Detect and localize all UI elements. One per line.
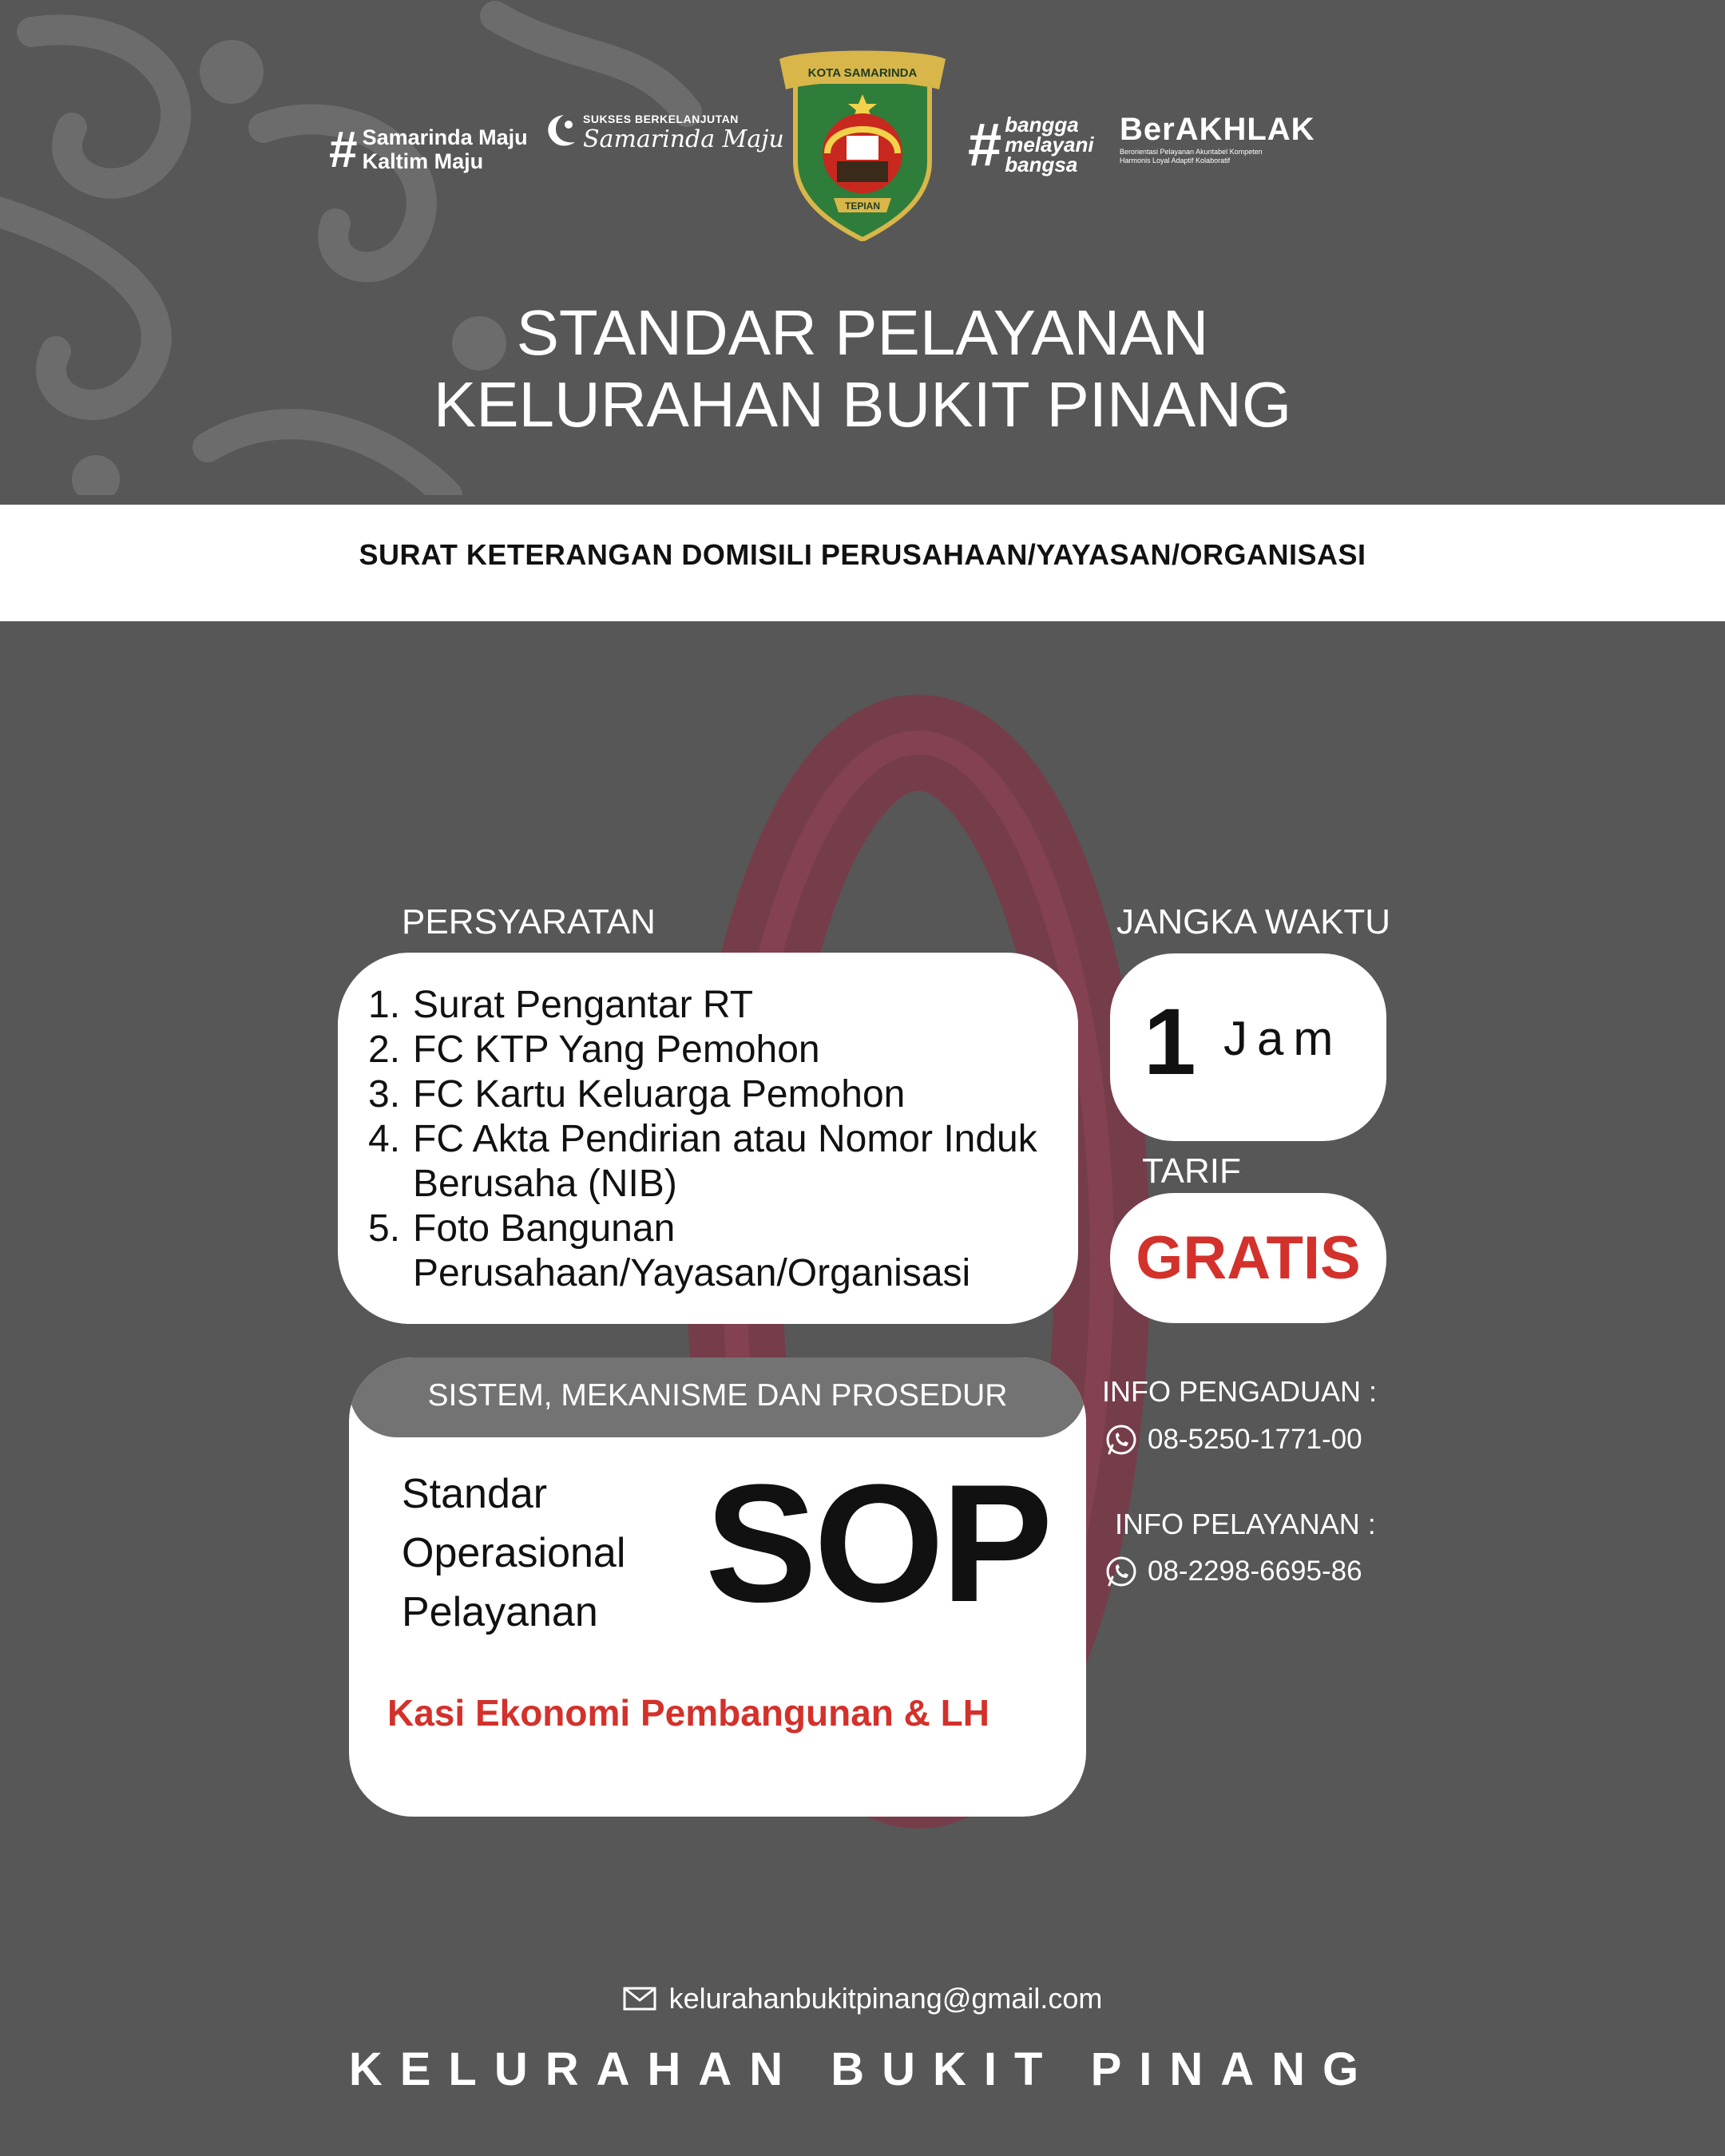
procedure-header-text: SISTEM, MEKANISME DAN PROSEDUR [427,1378,1008,1413]
list-item [368,1117,1052,1207]
list-item [368,1072,1052,1117]
berakhlak-wordmark: BerAKHLAK [1120,112,1315,147]
responsible-unit: Kasi Ekonomi Pembangunan & LH [387,1692,989,1734]
item-text: FC KTP Yang Pemohon [413,1028,820,1071]
procedure-desc-line-2: Operasional [402,1530,626,1576]
duration-value: 1 [1144,989,1196,1095]
item-text: FC Akta Pendirian atau Nomor Induk Berusaha (NIB) [413,1118,1037,1205]
hashtag-symbol: # [968,111,1002,179]
requirements-card [338,953,1078,1324]
email-address: kelurahanbukitpinang@gmail.com [668,1982,1103,2015]
list-item [368,1028,1052,1072]
berakhlak-subtitle-1: Berorientasi Pelayanan Akuntabel Kompeten [1120,148,1263,156]
tag-line-2: Kaltim Maju [362,149,484,173]
procedure-desc-line-1: Standar [402,1471,548,1517]
service-name: SURAT KETERANGAN DOMISILI PERUSAHAAN/YAYASAN/ORGANISASI [359,538,1366,571]
tariff-label: TARIF [1142,1151,1241,1191]
item-number: 5. [368,1207,401,1250]
bangga-line-3: bangsa [1005,153,1078,176]
item-number: 3. [368,1073,401,1116]
requirements-label: PERSYARATAN [402,902,656,941]
service-phone: 08-2298-6695-86 [1148,1556,1362,1587]
item-text: Foto Bangunan Perusahaan/Yayasan/Organisasi [413,1207,971,1294]
sukses-script-text: Samarinda Maju [583,125,784,153]
service-phone-row[interactable] [1104,1555,1362,1588]
procedure-description [402,1464,625,1642]
bangga-line-2: melayani [1005,133,1094,157]
service-info-label: INFO PELAYANAN : [1115,1508,1376,1540]
bangga-melayani-bangsa-logo [968,110,1094,180]
samarinda-emblem-icon [771,42,954,241]
emblem-top-text: KOTA SAMARINDA [807,66,918,80]
procedure-header [349,1357,1086,1437]
whatsapp-icon [1104,1423,1138,1456]
emblem-bottom-text: TEPIAN [844,200,881,212]
item-number: 4. [368,1118,401,1160]
samarinda-maju-logo [329,120,528,179]
sukses-berkelanjutan-logo [540,110,784,155]
wave-icon [540,110,578,155]
procedure-desc-line-3: Pelayanan [402,1589,598,1635]
berakhlak-subtitle-2: Harmonis Loyal Adaptif Kolaboratif [1120,157,1231,164]
list-item [368,983,1052,1028]
complaint-phone: 08-5250-1771-00 [1148,1424,1362,1455]
item-text: Surat Pengantar RT [413,984,754,1026]
tariff-value: GRATIS [1136,1224,1361,1292]
duration-card [1110,953,1386,1141]
title-line-1: STANDAR PELAYANAN [516,297,1209,368]
sop-text: SOP [705,1449,1050,1637]
tariff-card [1110,1193,1386,1323]
whatsapp-icon [1104,1555,1138,1588]
email-row[interactable] [0,1982,1725,2015]
procedure-card [349,1357,1086,1817]
hashtag-symbol: # [329,121,358,178]
list-item [368,1207,1052,1296]
item-number: 2. [368,1028,401,1071]
complaint-phone-row[interactable] [1104,1423,1362,1456]
complaint-info-label: INFO PENGADUAN : [1102,1375,1378,1408]
item-number: 1. [368,984,401,1026]
footer-name: KELURAHAN BUKIT PINANG [348,2043,1377,2095]
title-line-2: KELURAHAN BUKIT PINANG [433,369,1292,440]
item-text: FC Kartu Keluarga Pemohon [413,1073,906,1116]
envelope-icon [623,1987,656,2011]
requirements-list [368,983,1052,1296]
duration-label: JANGKA WAKTU [1116,902,1391,941]
berakhlak-logo [1120,112,1315,165]
page-title [0,297,1725,441]
bangga-line-1: bangga [1005,113,1079,137]
sukses-small-text: SUKSES BERKELANJUTAN [583,112,739,125]
duration-unit: Jam [1223,1012,1343,1065]
tag-line-1: Samarinda Maju [362,125,528,149]
